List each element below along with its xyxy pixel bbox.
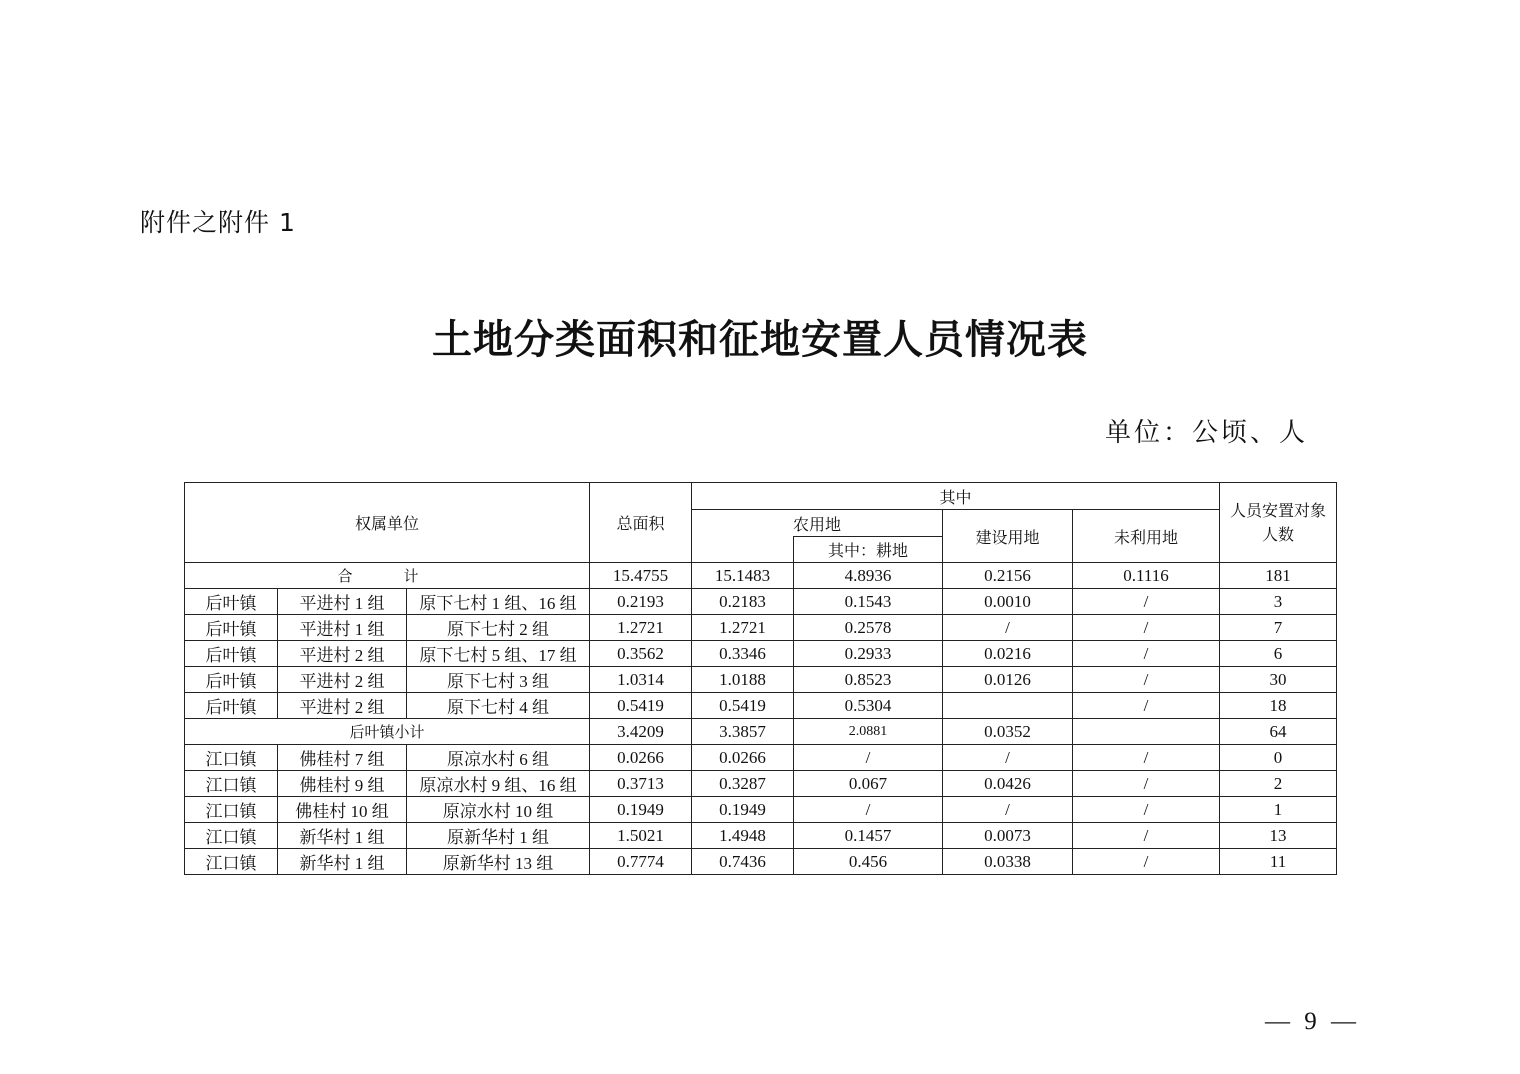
cell-cultivated: / xyxy=(794,745,943,771)
cell-town: 江口镇 xyxy=(185,823,278,849)
header-resettled-persons: 人员安置对象人数 xyxy=(1220,483,1337,563)
cell-cultivated: 0.1543 xyxy=(794,589,943,615)
table-row xyxy=(185,823,1337,849)
cell-construction: / xyxy=(943,745,1073,771)
header-unused-land: 未利用地 xyxy=(1073,510,1220,563)
cell-unused: / xyxy=(1073,823,1220,849)
cell-unused: / xyxy=(1073,589,1220,615)
cell-construction: / xyxy=(943,797,1073,823)
attachment-label: 附件之附件 1 xyxy=(140,208,296,237)
cell-village: 佛桂村 10 组 xyxy=(278,797,407,823)
subtotal-row xyxy=(185,719,1337,745)
total-unused-value: 0.1116 xyxy=(1073,563,1220,589)
cell-village: 平进村 2 组 xyxy=(278,641,407,667)
header-agricultural-land: 农用地 xyxy=(692,510,943,537)
table-row xyxy=(185,693,1337,719)
cell-village: 平进村 2 组 xyxy=(278,667,407,693)
total-cultivated-value: 4.8936 xyxy=(794,563,943,589)
cell-town: 江口镇 xyxy=(185,771,278,797)
cell-agricultural: 0.0266 xyxy=(692,745,794,771)
cell-construction: 0.0338 xyxy=(943,849,1073,875)
cell-original: 原凉水村 6 组 xyxy=(407,745,590,771)
cell-unused: / xyxy=(1073,797,1220,823)
cell-agricultural: 0.7436 xyxy=(692,849,794,875)
cell-town: 江口镇 xyxy=(185,849,278,875)
table-row xyxy=(185,615,1337,641)
cell-persons: 30 xyxy=(1220,667,1337,693)
cell-total: 0.3562 xyxy=(590,641,692,667)
subtotal-agricultural: 3.3857 xyxy=(692,719,794,745)
cell-village: 平进村 1 组 xyxy=(278,589,407,615)
cell-cultivated: 0.8523 xyxy=(794,667,943,693)
cell-unused: / xyxy=(1073,667,1220,693)
cell-cultivated: 0.5304 xyxy=(794,693,943,719)
cell-construction: / xyxy=(943,615,1073,641)
cell-town: 江口镇 xyxy=(185,745,278,771)
cell-persons: 18 xyxy=(1220,693,1337,719)
subtotal-label: 后叶镇小计 xyxy=(185,719,590,745)
subtotal-total: 3.4209 xyxy=(590,719,692,745)
cell-agricultural: 0.5419 xyxy=(692,693,794,719)
cell-cultivated: 0.2933 xyxy=(794,641,943,667)
cell-persons: 6 xyxy=(1220,641,1337,667)
cell-persons: 0 xyxy=(1220,745,1337,771)
cell-persons: 3 xyxy=(1220,589,1337,615)
cell-town: 后叶镇 xyxy=(185,641,278,667)
cell-town: 后叶镇 xyxy=(185,615,278,641)
subtotal-cultivated: 2.0881 xyxy=(794,719,943,745)
cell-agricultural: 0.3287 xyxy=(692,771,794,797)
subtotal-persons: 64 xyxy=(1220,719,1337,745)
cell-construction: 0.0216 xyxy=(943,641,1073,667)
cell-original: 原新华村 13 组 xyxy=(407,849,590,875)
cell-agricultural: 0.1949 xyxy=(692,797,794,823)
cell-village: 新华村 1 组 xyxy=(278,823,407,849)
cell-total: 1.5021 xyxy=(590,823,692,849)
cell-village: 佛桂村 7 组 xyxy=(278,745,407,771)
cell-cultivated: 0.1457 xyxy=(794,823,943,849)
cell-original: 原凉水村 9 组、16 组 xyxy=(407,771,590,797)
cell-original: 原新华村 1 组 xyxy=(407,823,590,849)
document-title: 土地分类面积和征地安置人员情况表 xyxy=(432,316,1088,363)
total-agricultural-value: 15.1483 xyxy=(692,563,794,589)
cell-agricultural: 1.2721 xyxy=(692,615,794,641)
table-row xyxy=(185,667,1337,693)
table-row xyxy=(185,771,1337,797)
cell-agricultural: 0.3346 xyxy=(692,641,794,667)
cell-cultivated: 0.456 xyxy=(794,849,943,875)
header-cultivated-land: 其中：耕地 xyxy=(794,537,943,563)
cell-town: 后叶镇 xyxy=(185,693,278,719)
cell-agricultural: 1.0188 xyxy=(692,667,794,693)
cell-persons: 11 xyxy=(1220,849,1337,875)
total-area-value: 15.4755 xyxy=(590,563,692,589)
table-row xyxy=(185,589,1337,615)
table-row xyxy=(185,745,1337,771)
table-row xyxy=(185,849,1337,875)
cell-total: 1.0314 xyxy=(590,667,692,693)
cell-unused: / xyxy=(1073,615,1220,641)
cell-unused: / xyxy=(1073,745,1220,771)
header-agricultural-blank xyxy=(692,537,794,563)
cell-original: 原下七村 3 组 xyxy=(407,667,590,693)
cell-unused: / xyxy=(1073,849,1220,875)
total-construction-value: 0.2156 xyxy=(943,563,1073,589)
page-number: — 9 — xyxy=(1265,1008,1360,1035)
cell-total: 0.7774 xyxy=(590,849,692,875)
cell-total: 0.2193 xyxy=(590,589,692,615)
cell-total: 1.2721 xyxy=(590,615,692,641)
unit-label: 单位：公顷、人 xyxy=(1104,418,1308,448)
cell-construction: 0.0073 xyxy=(943,823,1073,849)
cell-original: 原下七村 4 组 xyxy=(407,693,590,719)
cell-unused: / xyxy=(1073,641,1220,667)
cell-village: 平进村 2 组 xyxy=(278,693,407,719)
total-persons-value: 181 xyxy=(1220,563,1337,589)
cell-total: 0.1949 xyxy=(590,797,692,823)
cell-total: 0.3713 xyxy=(590,771,692,797)
total-label: 合 计 xyxy=(185,563,590,589)
cell-original: 原下七村 5 组、17 组 xyxy=(407,641,590,667)
header-construction-land: 建设用地 xyxy=(943,510,1073,563)
land-classification-table xyxy=(184,482,1337,875)
table-row xyxy=(185,641,1337,667)
cell-persons: 7 xyxy=(1220,615,1337,641)
cell-total: 0.0266 xyxy=(590,745,692,771)
subtotal-unused xyxy=(1073,719,1220,745)
cell-construction: 0.0126 xyxy=(943,667,1073,693)
header-total-area: 总面积 xyxy=(590,483,692,563)
cell-town: 后叶镇 xyxy=(185,667,278,693)
cell-original: 原下七村 1 组、16 组 xyxy=(407,589,590,615)
cell-town: 后叶镇 xyxy=(185,589,278,615)
cell-agricultural: 0.2183 xyxy=(692,589,794,615)
cell-persons: 2 xyxy=(1220,771,1337,797)
table-row xyxy=(185,797,1337,823)
cell-unused: / xyxy=(1073,693,1220,719)
cell-construction xyxy=(943,693,1073,719)
cell-cultivated: 0.067 xyxy=(794,771,943,797)
cell-persons: 1 xyxy=(1220,797,1337,823)
header-owner-unit: 权属单位 xyxy=(185,483,590,563)
cell-construction: 0.0426 xyxy=(943,771,1073,797)
cell-agricultural: 1.4948 xyxy=(692,823,794,849)
cell-town: 江口镇 xyxy=(185,797,278,823)
cell-village: 佛桂村 9 组 xyxy=(278,771,407,797)
total-row xyxy=(185,563,1337,589)
header-of-which: 其中 xyxy=(692,483,1220,510)
cell-cultivated: 0.2578 xyxy=(794,615,943,641)
cell-persons: 13 xyxy=(1220,823,1337,849)
cell-village: 平进村 1 组 xyxy=(278,615,407,641)
cell-original: 原凉水村 10 组 xyxy=(407,797,590,823)
cell-unused: / xyxy=(1073,771,1220,797)
cell-construction: 0.0010 xyxy=(943,589,1073,615)
cell-original: 原下七村 2 组 xyxy=(407,615,590,641)
cell-cultivated: / xyxy=(794,797,943,823)
cell-village: 新华村 1 组 xyxy=(278,849,407,875)
subtotal-construction: 0.0352 xyxy=(943,719,1073,745)
cell-total: 0.5419 xyxy=(590,693,692,719)
